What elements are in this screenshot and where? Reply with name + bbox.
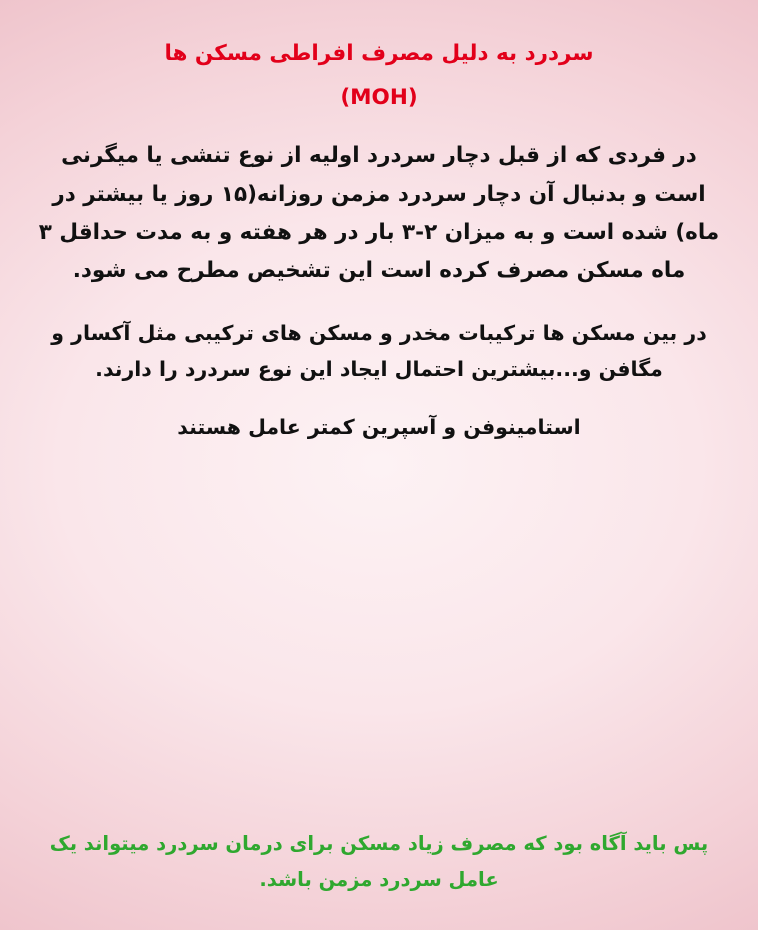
document-title-line-2: (MOH) xyxy=(340,85,418,111)
footer-note: پس باید آگاه بود که مصرف زیاد مسکن برای درمان سردرد میتواند یک عامل سردرد مزمن باشد. xyxy=(49,831,709,891)
document-title xyxy=(34,38,724,113)
body-paragraph-3: استامینوفن و آسپرین کمتر عامل هستند xyxy=(177,415,581,440)
body-paragraph-2: در بین مسکن ها ترکیبات مخدر و مسکن های ترکیبی مثل آکسار و مگافن و...بیشترین احتمال ایجاد این نوع سردرد را دارند. xyxy=(51,321,707,382)
content-spacer xyxy=(34,445,724,826)
body-paragraph-1: در فردی که از قبل دچار سردرد اولیه از نوع تنشی یا میگرنی است و بدنبال آن دچار سردرد مزمن روزانه(۱۵ روز یا بیشتر در ماه) شده است و به میزان ۲-۳ بار در هر هفته و به مدت حداقل ۳ ماه مسکن مصرف کرده است این تشخیص مطرح می شود. xyxy=(38,143,720,284)
document-title-line-1: سردرد به دلیل مصرف افراطی مسکن ها xyxy=(164,41,594,66)
